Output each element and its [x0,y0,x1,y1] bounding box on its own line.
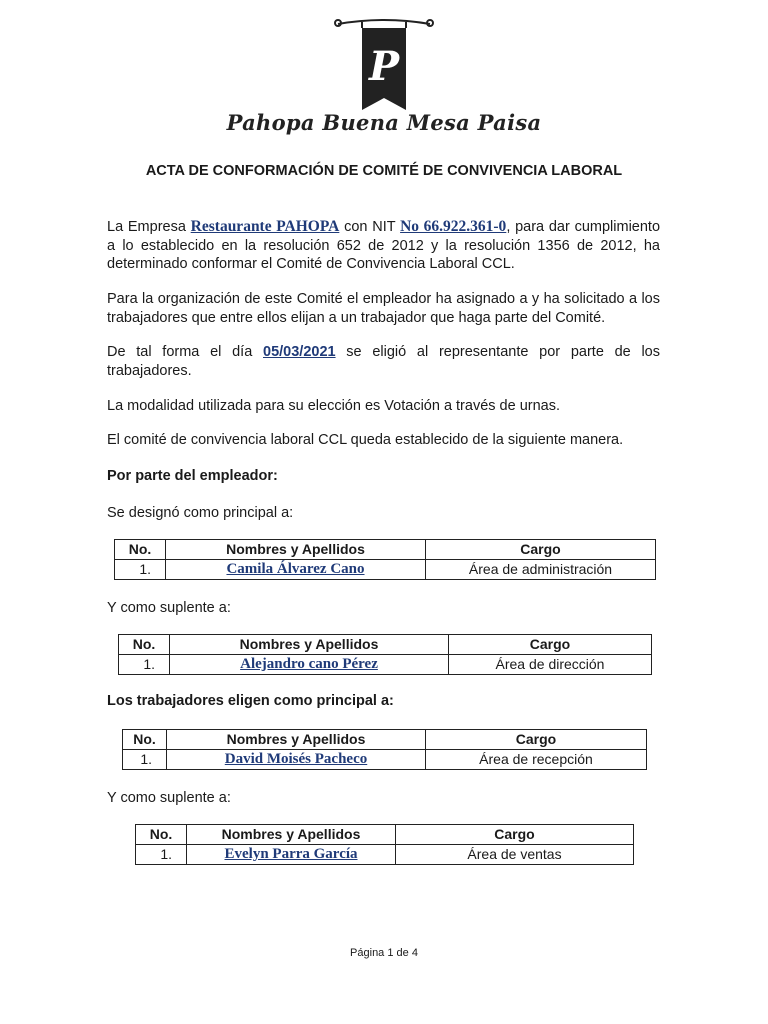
workers-substitute-table [135,824,634,865]
row-no: 1. [136,845,187,865]
row-name: Evelyn Parra García [187,845,396,865]
workers-principal-table [122,729,647,770]
header-name: Nombres y Apellidos [187,825,396,845]
table-header-row [136,825,634,845]
intro-mid: con NIT [339,219,401,235]
election-pre: De tal forma el día [107,344,263,360]
organization-paragraph: Para la organización de este Comité el empleador ha asignado a y ha solicitado a los trabajadores que entre ellos elijan a un trabajador que haga parte del Comité. [107,291,660,326]
election-post: se eligió al representante por parte de los trabajadores. [107,344,660,379]
logo-banner-icon [0,14,768,114]
table-row [123,750,647,770]
row-name: Alejandro cano Pérez [170,655,449,675]
row-role: Área de dirección [449,655,652,675]
nit-number: No 66.922.361-0 [400,218,507,235]
header-role: Cargo [396,825,634,845]
intro-pre: La Empresa [107,219,191,235]
table-header-row [123,730,647,750]
header-name: Nombres y Apellidos [170,635,449,655]
page-number: Página 1 de 4 [350,947,418,959]
workers-substitute-label: Y como suplente a: [107,790,231,806]
election-date: 05/03/2021 [263,344,336,360]
company-name: Restaurante PAHOPA [190,218,340,235]
header-role: Cargo [449,635,652,655]
header-name: Nombres y Apellidos [167,730,426,750]
employer-substitute-table [118,634,652,675]
employer-heading: Por parte del empleador: [107,468,278,484]
logo-letter: P [368,43,400,90]
election-paragraph [107,343,660,380]
header-role: Cargo [426,730,647,750]
header-name: Nombres y Apellidos [166,540,426,560]
row-no: 1. [123,750,167,770]
workers-heading: Los trabajadores eligen como principal a: [107,693,394,709]
row-role: Área de administración [426,560,656,580]
header-no: No. [136,825,187,845]
row-name: Camila Álvarez Cano [166,560,426,580]
table-row [136,845,634,865]
employer-substitute-label: Y como suplente a: [107,600,231,616]
row-name: David Moisés Pacheco [167,750,426,770]
table-row [115,560,656,580]
employer-principal-label: Se designó como principal a: [107,505,294,521]
row-role: Área de ventas [396,845,634,865]
header-role: Cargo [426,540,656,560]
table-row [119,655,652,675]
establishment-paragraph: El comité de convivencia laboral CCL queda establecido de la siguiente manera. [107,432,624,448]
row-no: 1. [115,560,166,580]
header-no: No. [123,730,167,750]
row-role: Área de recepción [426,750,647,770]
intro-post: , para dar cumplimiento a lo establecido en la resolución 652 de 2012 y la resolución 1356 de 2012, ha determinado conformar el Comité de Convivencia Laboral CCL. [107,219,661,272]
modality-paragraph: La modalidad utilizada para su elección es Votación a través de urnas. [107,398,561,414]
employer-principal-table [114,539,656,580]
brand-name: Pahopa Buena Mesa Paisa [226,110,542,135]
row-no: 1. [119,655,170,675]
table-header-row [119,635,652,655]
header-no: No. [115,540,166,560]
table-header-row [115,540,656,560]
page-title: ACTA DE CONFORMACIÓN DE COMITÉ DE CONVIVENCIA LABORAL [145,163,623,179]
header-no: No. [119,635,170,655]
intro-paragraph [107,218,660,274]
